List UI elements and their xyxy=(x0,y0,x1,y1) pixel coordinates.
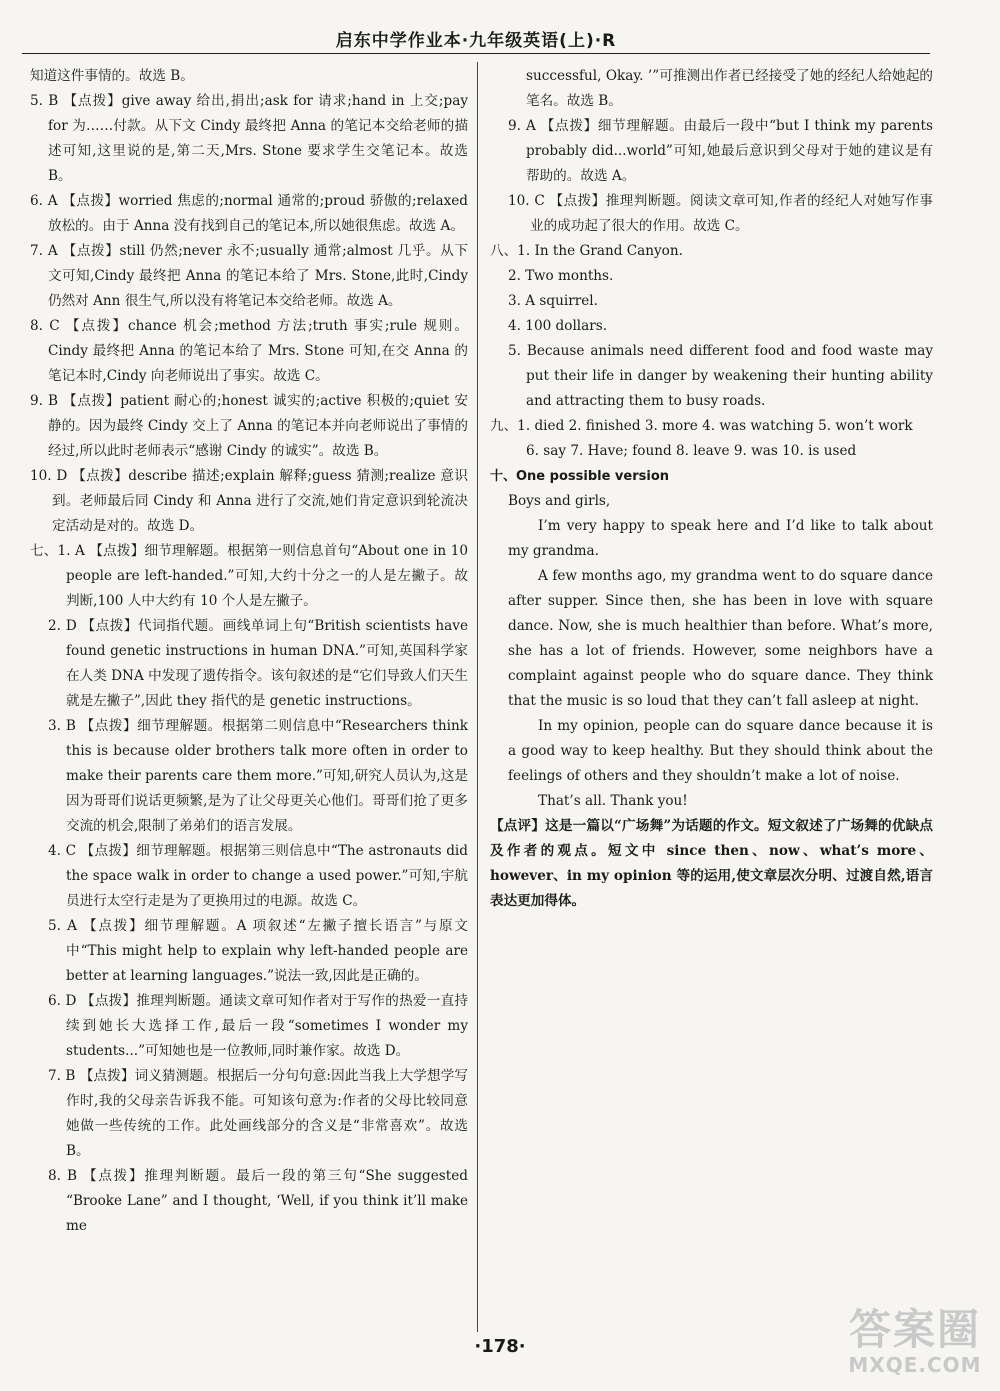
essay-paragraph: I’m very happy to speak here and I’d like to talk about my grandma. xyxy=(508,518,933,559)
answer-item: 7. A 【点拨】still 仍然;never 永不;usually 通常;almost 几乎。从下文可知,Cindy 最终把 Anna 的笔记本给了 Mrs. Stone,此时,Cindy 仍然对 Ann 很生气,所以没有将笔记本交给老师。故选 A。 xyxy=(30,243,468,309)
essay-paragraph: A few months ago, my grandma went to do square dance after supper. Since then, she has been in love with square dance. Now, she is much healthier than before. What’s more, she has a lot of friends. However, some neighbors have a complaint against people who do square dance. They think that the music is so loud that they can’t fall asleep at night. xyxy=(508,568,933,709)
section-10-heading: 十、One possible version xyxy=(490,469,670,484)
answer-item: 5. A 【点拨】细节理解题。A 项叙述“左撇子擅长语言”与原文中“This might help to explain why left-handed people are better at learning languages.”说法一致,因此是正确的。 xyxy=(48,918,468,984)
answer-item: 2. Two months. xyxy=(508,268,614,284)
right-column xyxy=(490,64,933,914)
answer-item: 3. B 【点拨】细节理解题。根据第二则信息中“Researchers think this is because older brothers talk more often in order to make their parents care them more.”可知,研究人员认为,这是因为哥哥们说话更频繁,是为了让父母更关心他们。哥哥们抢了更多交流的机会,限制了弟弟们的语言发展。 xyxy=(48,718,468,834)
page-number: ·178· xyxy=(474,1336,526,1357)
answer-item: 2. D 【点拨】代词指代题。画线单词上句“British scientists have found genetic instructions in human DNA.”可知,英国科学家在人类 DNA 中发现了遗传指令。该句叙述的是“它们导致人们天生就是左撇子”,因此 they 指代的是 genetic instructions。 xyxy=(48,618,468,709)
answer-item: 10. C 【点拨】推理判断题。阅读文章可知,作者的经纪人对她写作事业的成功起了很大的作用。故选 C。 xyxy=(508,193,933,234)
answer-item: 9. A 【点拨】细节理解题。由最后一段中“but I think my parents probably did...world”可知,她最后意识到父母对于她的建议是有帮助的。故选 A。 xyxy=(508,118,933,184)
page-header: 启东中学作业本·九年级英语(上)·R xyxy=(335,31,617,51)
answer-item: 9. B 【点拨】patient 耐心的;honest 诚实的;active 积极的;quiet 安静的。因为最终 Cindy 交上了 Anna 的笔记本并向老师说出了事情的经过,所以此时老师表示“感谢 Cindy 的诚实”。故选 B。 xyxy=(30,393,468,459)
essay-comment: 【点评】这是一篇以“广场舞”为话题的作文。短文叙述了广场舞的优缺点及作者的观点。短文中 since then、now、what’s more、however、in my opinion 等的运用,使文章层次分明、过渡自然,语言表达更加得体。 xyxy=(490,818,933,909)
answer-item: 5. B 【点拨】give away 给出,捐出;ask for 请求;hand in 上交;pay for 为……付款。从下文 Cindy 最终把 Anna 的笔记本交给老师的描述可知,这里说的是,第二天,Mrs. Stone 要求学生交笔记本。故选 B。 xyxy=(30,93,468,184)
section-9-line-1: 九、1. died 2. finished 3. more 4. was watching 5. won’t work xyxy=(490,418,913,434)
essay-paragraph: In my opinion, people can do square dance because it is a good way to keep healthy. But they should think about the feelings of others and they shouldn’t make a lot of noise. xyxy=(508,718,933,784)
continued-answer: successful, Okay. ’”可推测出作者已经接受了她的经纪人给她起的笔名。故选 B。 xyxy=(526,68,933,109)
answer-item: 7. B 【点拨】词义猜测题。根据后一分句句意:因此当我上大学想学写作时,我的父母亲告诉我不能。可知该句意为:作者的父母比较同意她做一些传统的工作。此处画线部分的含义是“非常喜欢”。故选 B。 xyxy=(48,1068,468,1159)
answer-item: 6. D 【点拨】推理判断题。通读文章可知作者对于写作的热爱一直持续到她长大选择工作,最后一段“sometimes I wonder my students...”可知她也是一位教师,同时兼作家。故选 D。 xyxy=(48,993,468,1059)
essay-greeting: Boys and girls, xyxy=(508,493,611,509)
watermark-logo-text: 答案圈 xyxy=(848,1305,981,1354)
answer-item: 5. Because animals need different food and food waste may put their life in danger by weakening their hunting ability and attracting them to busy roads. xyxy=(508,343,933,409)
left-column xyxy=(30,64,468,1239)
answer-item: 10. D 【点拨】describe 描述;explain 解释;guess 猜测;realize 意识到。老师最后同 Cindy 和 Anna 进行了交流,她们肯定意识到轮流决定活动是对的。故选 D。 xyxy=(30,468,468,534)
answer-item: 8. C 【点拨】chance 机会;method 方法;truth 事实;rule 规则。Cindy 最终把 Anna 的笔记本给了 Mrs. Stone 可知,在交 Anna 的笔记本时,Cindy 向老师说出了事实。故选 C。 xyxy=(30,318,468,384)
watermark-url: MXQE.COM xyxy=(848,1353,982,1377)
answer-item: 4. 100 dollars. xyxy=(508,318,608,334)
answer-item: 6. A 【点拨】worried 焦虑的;normal 通常的;proud 骄傲的;relaxed 放松的。由于 Anna 没有找到自己的笔记本,所以她很焦虑。故选 A。 xyxy=(30,193,468,234)
essay-paragraph: That’s all. Thank you! xyxy=(538,793,688,809)
header-rule xyxy=(22,53,930,54)
site-watermark xyxy=(840,1307,990,1387)
answer-item: 3. A squirrel. xyxy=(508,293,598,309)
section-9-line-2: 6. say 7. Have; found 8. leave 9. was 10. is used xyxy=(526,443,857,459)
answer-item: 4. C 【点拨】细节理解题。根据第三则信息中“The astronauts did the space walk in order to change a used power.”可知,宇航员进行太空行走是为了更换用过的电源。故选 C。 xyxy=(48,843,468,909)
answer-item: 8. B 【点拨】推理判断题。最后一段的第三句“She suggested “Brooke Lane” and I thought, ‘Well, if you think it’ll make me xyxy=(48,1168,468,1234)
left-intro: 知道这件事情的。故选 B。 xyxy=(30,68,194,84)
section-8-item-1: 八、1. In the Grand Canyon. xyxy=(490,243,683,259)
column-divider xyxy=(477,62,478,1332)
section-7-item-1: 七、1. A 【点拨】细节理解题。根据第一则信息首句“About one in 10 people are left-handed.”可知,大约十分之一的人是左撇子。故判断,100 人中大约有 10 个人是左撇子。 xyxy=(30,543,468,609)
